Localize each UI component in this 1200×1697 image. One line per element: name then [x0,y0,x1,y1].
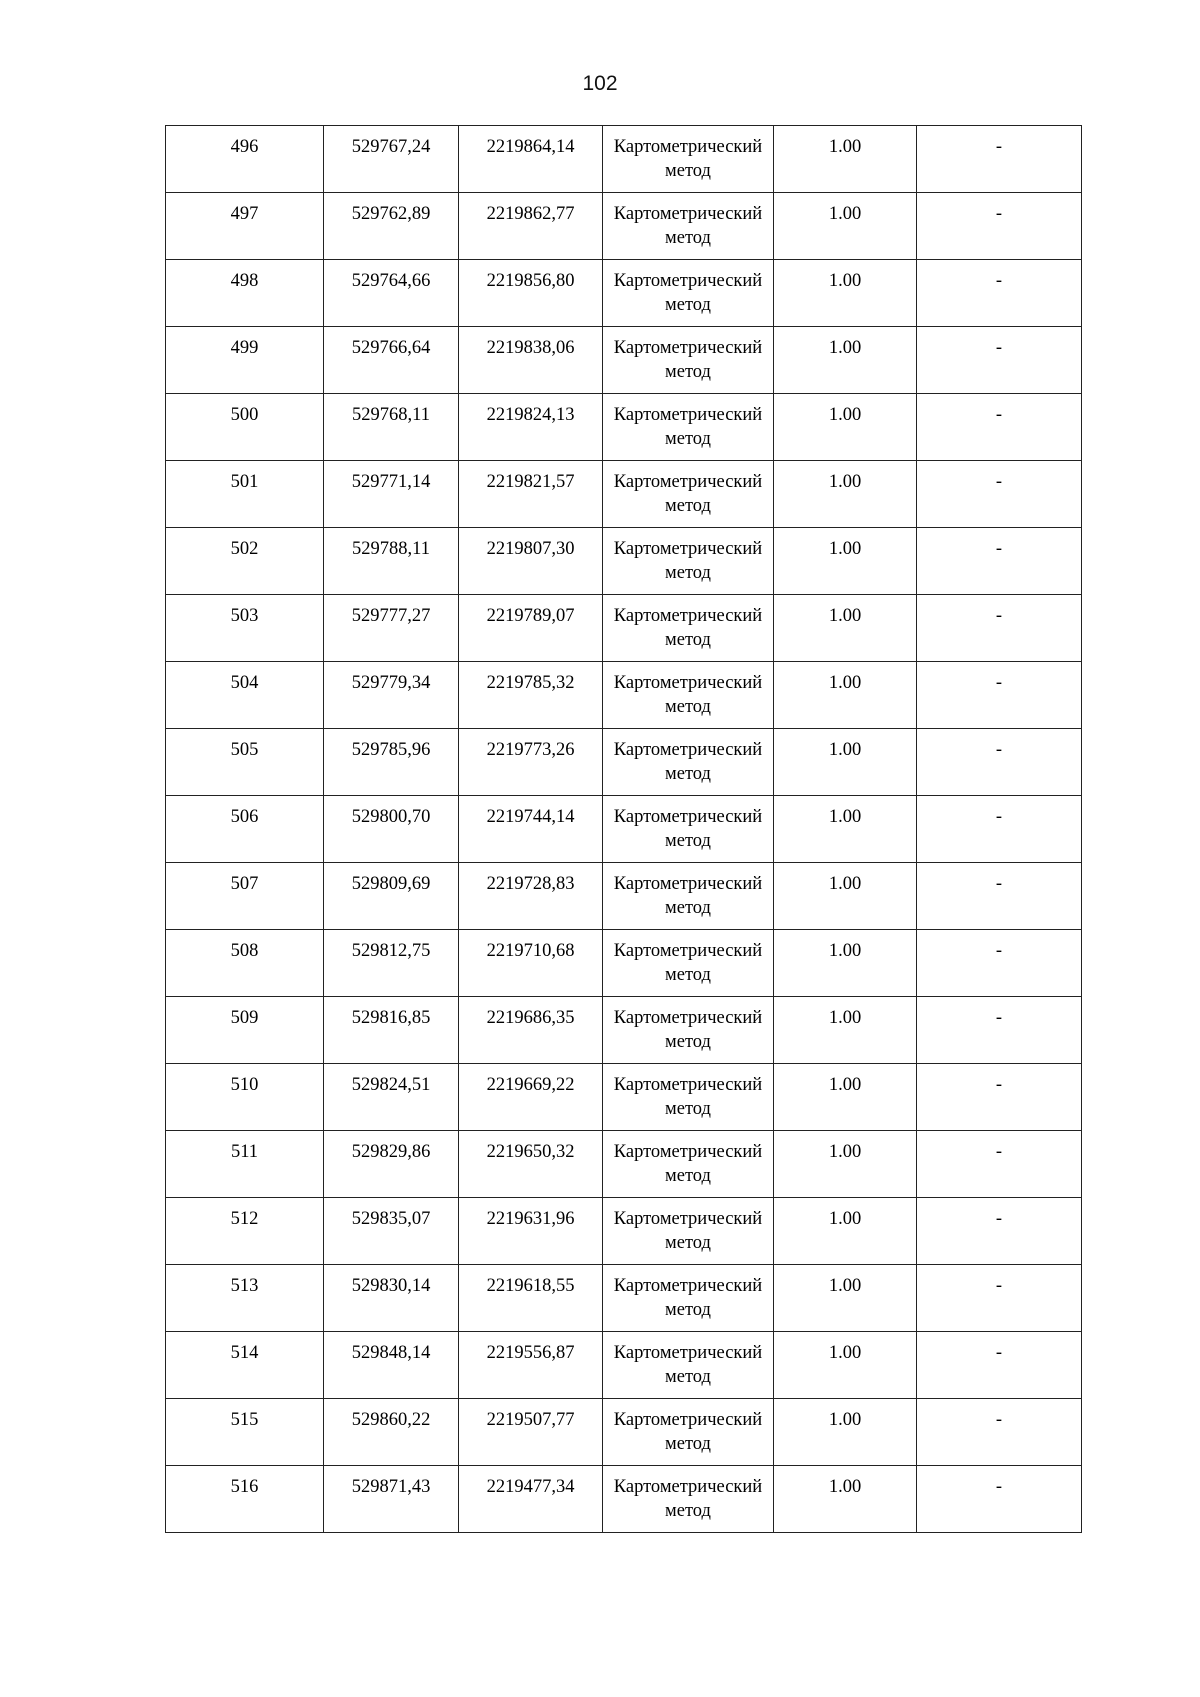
point-number-cell: 507 [166,863,324,930]
point-number-cell: 500 [166,394,324,461]
method-cell: Картометрический метод [603,729,774,796]
method-cell: Картометрический метод [603,662,774,729]
table-row [166,193,1082,260]
accuracy-cell: 1.00 [774,126,917,193]
note-cell: - [917,1332,1082,1399]
x-coordinate-cell: 529871,43 [324,1466,459,1533]
method-cell: Картометрический метод [603,1332,774,1399]
y-coordinate-cell: 2219821,57 [459,461,603,528]
accuracy-cell: 1.00 [774,729,917,796]
point-number-cell: 508 [166,930,324,997]
point-number-cell: 504 [166,662,324,729]
point-number-cell: 498 [166,260,324,327]
table-row [166,796,1082,863]
note-cell: - [917,595,1082,662]
y-coordinate-cell: 2219807,30 [459,528,603,595]
y-coordinate-cell: 2219686,35 [459,997,603,1064]
method-cell: Картометрический метод [603,394,774,461]
note-cell: - [917,1064,1082,1131]
method-cell: Картометрический метод [603,327,774,394]
point-number-cell: 502 [166,528,324,595]
y-coordinate-cell: 2219556,87 [459,1332,603,1399]
x-coordinate-cell: 529764,66 [324,260,459,327]
note-cell: - [917,260,1082,327]
note-cell: - [917,1466,1082,1533]
note-cell: - [917,1131,1082,1198]
y-coordinate-cell: 2219824,13 [459,394,603,461]
accuracy-cell: 1.00 [774,1131,917,1198]
x-coordinate-cell: 529830,14 [324,1265,459,1332]
x-coordinate-cell: 529766,64 [324,327,459,394]
y-coordinate-cell: 2219838,06 [459,327,603,394]
table-row [166,126,1082,193]
x-coordinate-cell: 529860,22 [324,1399,459,1466]
x-coordinate-cell: 529767,24 [324,126,459,193]
table-row [166,461,1082,528]
x-coordinate-cell: 529777,27 [324,595,459,662]
note-cell: - [917,193,1082,260]
x-coordinate-cell: 529812,75 [324,930,459,997]
note-cell: - [917,528,1082,595]
x-coordinate-cell: 529785,96 [324,729,459,796]
table-row [166,930,1082,997]
accuracy-cell: 1.00 [774,863,917,930]
note-cell: - [917,997,1082,1064]
note-cell: - [917,394,1082,461]
point-number-cell: 515 [166,1399,324,1466]
point-number-cell: 503 [166,595,324,662]
point-number-cell: 506 [166,796,324,863]
accuracy-cell: 1.00 [774,461,917,528]
point-number-cell: 497 [166,193,324,260]
table-row [166,997,1082,1064]
y-coordinate-cell: 2219710,68 [459,930,603,997]
point-number-cell: 511 [166,1131,324,1198]
accuracy-cell: 1.00 [774,528,917,595]
point-number-cell: 513 [166,1265,324,1332]
y-coordinate-cell: 2219864,14 [459,126,603,193]
y-coordinate-cell: 2219618,55 [459,1265,603,1332]
method-cell: Картометрический метод [603,528,774,595]
method-cell: Картометрический метод [603,193,774,260]
page-number: 102 [582,72,618,95]
note-cell: - [917,327,1082,394]
y-coordinate-cell: 2219631,96 [459,1198,603,1265]
accuracy-cell: 1.00 [774,1198,917,1265]
method-cell: Картометрический метод [603,1265,774,1332]
table-row [166,595,1082,662]
y-coordinate-cell: 2219744,14 [459,796,603,863]
table-row [166,1332,1082,1399]
method-cell: Картометрический метод [603,126,774,193]
table-row [166,662,1082,729]
accuracy-cell: 1.00 [774,193,917,260]
accuracy-cell: 1.00 [774,1064,917,1131]
x-coordinate-cell: 529829,86 [324,1131,459,1198]
table-body [166,126,1082,1533]
table-row [166,327,1082,394]
x-coordinate-cell: 529816,85 [324,997,459,1064]
note-cell: - [917,461,1082,528]
method-cell: Картометрический метод [603,1466,774,1533]
y-coordinate-cell: 2219669,22 [459,1064,603,1131]
note-cell: - [917,796,1082,863]
accuracy-cell: 1.00 [774,394,917,461]
method-cell: Картометрический метод [603,930,774,997]
method-cell: Картометрический метод [603,997,774,1064]
point-number-cell: 499 [166,327,324,394]
table-row [166,863,1082,930]
table-row [166,260,1082,327]
x-coordinate-cell: 529788,11 [324,528,459,595]
accuracy-cell: 1.00 [774,327,917,394]
accuracy-cell: 1.00 [774,595,917,662]
accuracy-cell: 1.00 [774,662,917,729]
table-row [166,394,1082,461]
method-cell: Картометрический метод [603,595,774,662]
y-coordinate-cell: 2219477,34 [459,1466,603,1533]
point-number-cell: 512 [166,1198,324,1265]
method-cell: Картометрический метод [603,260,774,327]
accuracy-cell: 1.00 [774,796,917,863]
y-coordinate-cell: 2219785,32 [459,662,603,729]
x-coordinate-cell: 529835,07 [324,1198,459,1265]
note-cell: - [917,1265,1082,1332]
note-cell: - [917,662,1082,729]
accuracy-cell: 1.00 [774,1265,917,1332]
table-row [166,1064,1082,1131]
x-coordinate-cell: 529779,34 [324,662,459,729]
y-coordinate-cell: 2219856,80 [459,260,603,327]
table-row [166,1265,1082,1332]
point-number-cell: 509 [166,997,324,1064]
method-cell: Картометрический метод [603,1198,774,1265]
point-number-cell: 516 [166,1466,324,1533]
point-number-cell: 505 [166,729,324,796]
note-cell: - [917,1399,1082,1466]
y-coordinate-cell: 2219650,32 [459,1131,603,1198]
y-coordinate-cell: 2219862,77 [459,193,603,260]
x-coordinate-cell: 529848,14 [324,1332,459,1399]
point-number-cell: 514 [166,1332,324,1399]
accuracy-cell: 1.00 [774,930,917,997]
method-cell: Картометрический метод [603,461,774,528]
x-coordinate-cell: 529824,51 [324,1064,459,1131]
table-row [166,729,1082,796]
table-row [166,1131,1082,1198]
method-cell: Картометрический метод [603,1064,774,1131]
y-coordinate-cell: 2219773,26 [459,729,603,796]
table-row [166,1399,1082,1466]
x-coordinate-cell: 529809,69 [324,863,459,930]
accuracy-cell: 1.00 [774,1332,917,1399]
method-cell: Картометрический метод [603,1399,774,1466]
table-row [166,1466,1082,1533]
table-row [166,1198,1082,1265]
accuracy-cell: 1.00 [774,1466,917,1533]
note-cell: - [917,126,1082,193]
note-cell: - [917,1198,1082,1265]
y-coordinate-cell: 2219728,83 [459,863,603,930]
y-coordinate-cell: 2219507,77 [459,1399,603,1466]
table-row [166,528,1082,595]
method-cell: Картометрический метод [603,1131,774,1198]
accuracy-cell: 1.00 [774,1399,917,1466]
method-cell: Картометрический метод [603,863,774,930]
note-cell: - [917,930,1082,997]
x-coordinate-cell: 529762,89 [324,193,459,260]
coordinates-table [165,125,1082,1533]
accuracy-cell: 1.00 [774,260,917,327]
method-cell: Картометрический метод [603,796,774,863]
point-number-cell: 496 [166,126,324,193]
point-number-cell: 501 [166,461,324,528]
y-coordinate-cell: 2219789,07 [459,595,603,662]
note-cell: - [917,729,1082,796]
x-coordinate-cell: 529800,70 [324,796,459,863]
point-number-cell: 510 [166,1064,324,1131]
accuracy-cell: 1.00 [774,997,917,1064]
x-coordinate-cell: 529771,14 [324,461,459,528]
x-coordinate-cell: 529768,11 [324,394,459,461]
note-cell: - [917,863,1082,930]
